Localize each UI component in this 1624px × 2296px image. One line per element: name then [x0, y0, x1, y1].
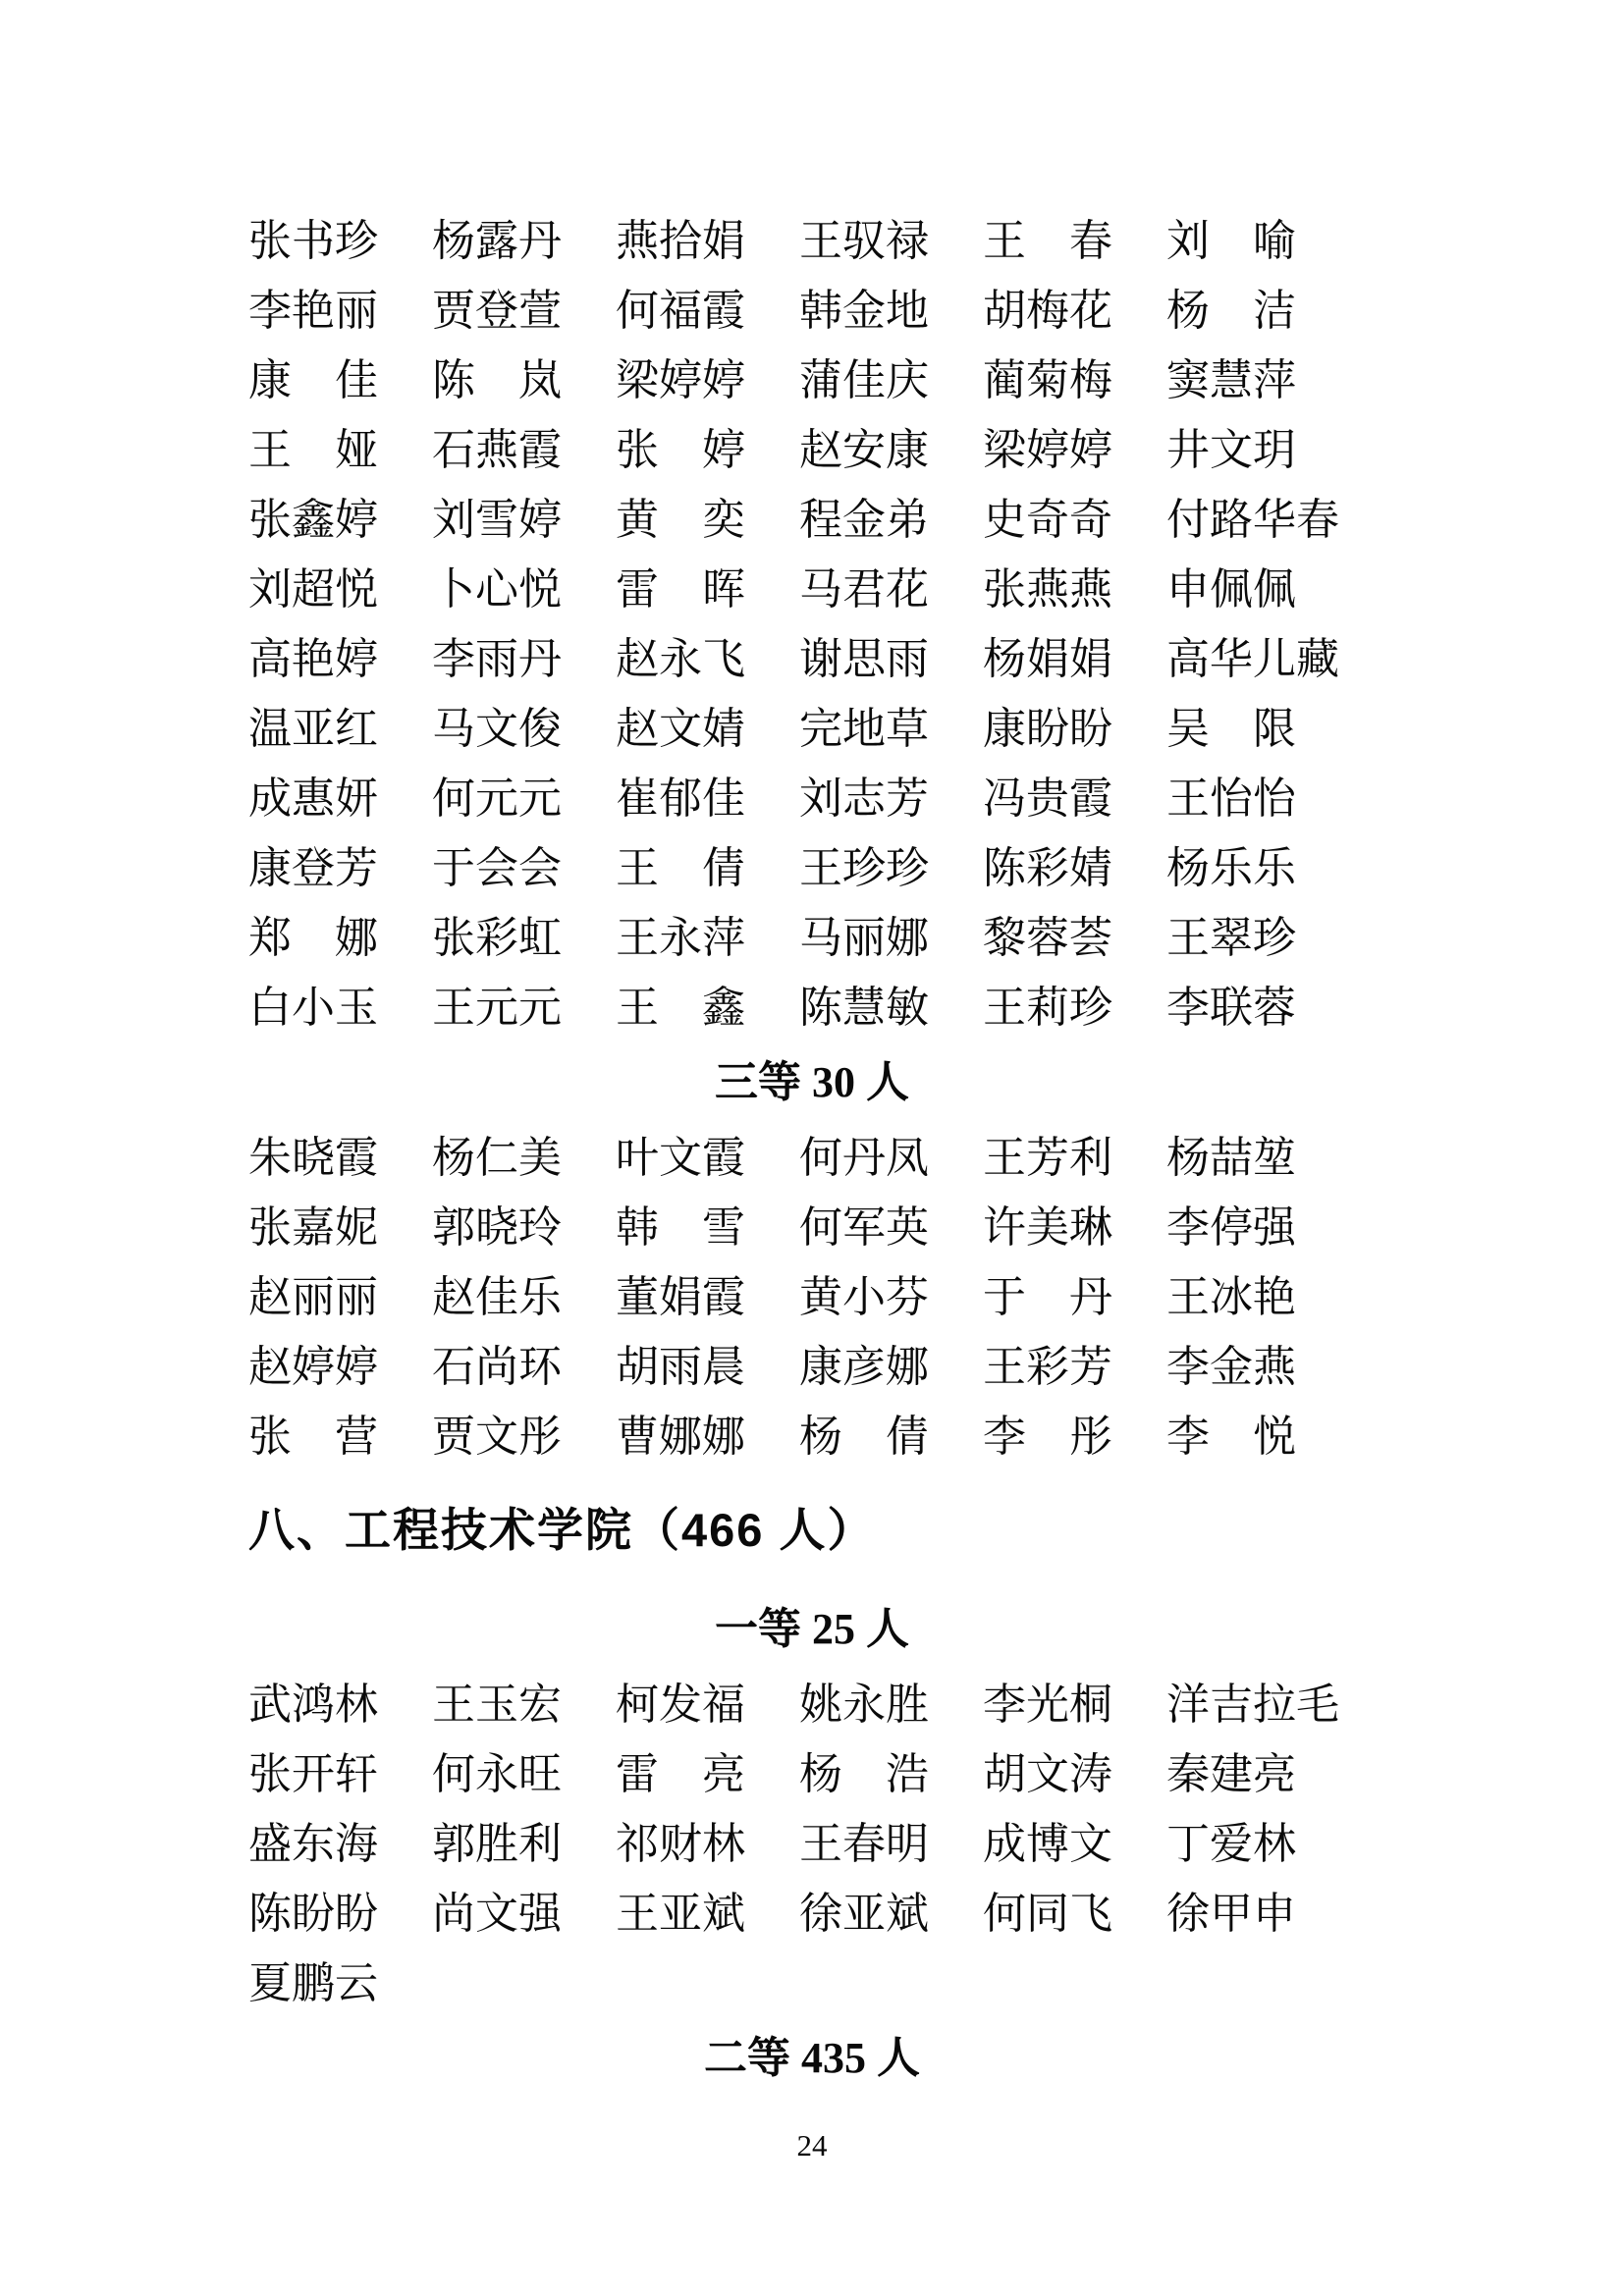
name-row: [0, 833, 1624, 903]
student-name: 王彩芳: [983, 1343, 1112, 1391]
student-name: 王 春: [983, 217, 1112, 265]
student-name: 何福霞: [616, 287, 745, 335]
name-row: [0, 206, 1624, 276]
student-name: 韩金地: [799, 287, 929, 335]
student-name: 丁爱林: [1166, 1820, 1296, 1868]
student-name: 卜心悦: [432, 565, 562, 614]
student-name: 张鑫婷: [248, 496, 378, 544]
student-name: 王莉珍: [983, 984, 1112, 1032]
student-name: 何同飞: [983, 1890, 1112, 1938]
name-row: [0, 1262, 1624, 1332]
student-name: 杨娟娟: [983, 635, 1112, 683]
student-name: 蒲佳庆: [799, 356, 929, 404]
student-name: 王春明: [799, 1820, 929, 1868]
student-name: 杨喆堃: [1166, 1134, 1296, 1182]
student-name: 祁财林: [616, 1820, 745, 1868]
student-name: 赵安康: [799, 426, 929, 474]
student-name: 柯发福: [616, 1681, 745, 1729]
student-name: 杨 浩: [799, 1750, 929, 1798]
student-name: 高华儿藏: [1166, 635, 1339, 683]
student-name: 杨露丹: [432, 217, 562, 265]
student-name: 姚永胜: [799, 1681, 929, 1729]
name-row: [0, 1949, 1624, 2018]
student-name: 张 营: [248, 1413, 378, 1461]
student-name: 王珍珍: [799, 844, 929, 892]
student-name: 张嘉妮: [248, 1203, 378, 1252]
student-name: 康 佳: [248, 356, 378, 404]
student-name: 石燕霞: [432, 426, 562, 474]
name-row: [0, 1332, 1624, 1402]
name-row: [0, 1739, 1624, 1809]
student-name: 于 丹: [983, 1273, 1112, 1321]
student-name: 何元元: [432, 774, 562, 823]
student-name: 刘雪婷: [432, 496, 562, 544]
student-name: 董娟霞: [616, 1273, 745, 1321]
student-name: 李 悦: [1166, 1413, 1296, 1461]
name-row: [0, 276, 1624, 346]
page-number: 24: [796, 2128, 828, 2163]
section-title: 八、工程技术学院（466 人）: [248, 1504, 876, 1556]
student-name: 徐甲申: [1166, 1890, 1296, 1938]
student-name: 张开轩: [248, 1750, 378, 1798]
student-name: 赵婷婷: [248, 1343, 378, 1391]
student-name: 燕拾娟: [616, 217, 745, 265]
student-name: 王玉宏: [432, 1681, 562, 1729]
student-name: 郭胜利: [432, 1820, 562, 1868]
name-row: [0, 1123, 1624, 1193]
student-name: 吴 限: [1166, 705, 1296, 753]
student-name: 贾文彤: [432, 1413, 562, 1461]
student-name: 张 婷: [616, 426, 745, 474]
student-name: 何丹凤: [799, 1134, 929, 1182]
student-name: 杨仁美: [432, 1134, 562, 1182]
student-name: 陈慧敏: [799, 984, 929, 1032]
student-name: 曹娜娜: [616, 1413, 745, 1461]
student-name: 陈彩婧: [983, 844, 1112, 892]
student-name: 赵丽丽: [248, 1273, 378, 1321]
student-name: 马文俊: [432, 705, 562, 753]
student-name: 白小玉: [248, 984, 378, 1032]
student-name: 高艳婷: [248, 635, 378, 683]
student-name: 许美琳: [983, 1203, 1112, 1252]
student-name: 崔郁佳: [616, 774, 745, 823]
student-name: 尚文强: [432, 1890, 562, 1938]
name-row: [0, 1879, 1624, 1949]
student-name: 王永萍: [616, 914, 745, 962]
student-name: 刘超悦: [248, 565, 378, 614]
student-name: 石尚环: [432, 1343, 562, 1391]
student-name: 王 鑫: [616, 984, 745, 1032]
student-name: 王怡怡: [1166, 774, 1296, 823]
student-name: 窦慧萍: [1166, 356, 1296, 404]
student-name: 于会会: [432, 844, 562, 892]
student-name: 贾登萱: [432, 287, 562, 335]
student-name: 黄小芬: [799, 1273, 929, 1321]
name-row: [0, 1193, 1624, 1262]
student-name: 赵佳乐: [432, 1273, 562, 1321]
student-name: 刘志芳: [799, 774, 929, 823]
student-name: 何军英: [799, 1203, 929, 1252]
student-name: 李光桐: [983, 1681, 1112, 1729]
student-name: 李 彤: [983, 1413, 1112, 1461]
student-name: 武鸿林: [248, 1681, 378, 1729]
student-name: 王 倩: [616, 844, 745, 892]
student-name: 康盼盼: [983, 705, 1112, 753]
student-name: 程金弟: [799, 496, 929, 544]
student-name: 李联蓉: [1166, 984, 1296, 1032]
student-name: 王元元: [432, 984, 562, 1032]
student-name: 杨乐乐: [1166, 844, 1296, 892]
student-name: 李停强: [1166, 1203, 1296, 1252]
name-row: [0, 624, 1624, 694]
second-class-names-continued: [0, 206, 1624, 1042]
student-name: 王冰艳: [1166, 1273, 1296, 1321]
student-name: 王芳利: [983, 1134, 1112, 1182]
student-name: 胡雨晨: [616, 1343, 745, 1391]
name-row: [0, 346, 1624, 415]
student-name: 蔺菊梅: [983, 356, 1112, 404]
student-name: 梁婷婷: [616, 356, 745, 404]
student-name: 郑 娜: [248, 914, 378, 962]
name-row: [0, 973, 1624, 1042]
student-name: 刘 喻: [1166, 217, 1296, 265]
student-name: 杨 洁: [1166, 287, 1296, 335]
student-name: 申佩佩: [1166, 565, 1296, 614]
student-name: 徐亚斌: [799, 1890, 929, 1938]
student-name: 李金燕: [1166, 1343, 1296, 1391]
student-name: 王翠珍: [1166, 914, 1296, 962]
name-row: [0, 694, 1624, 764]
student-name: 秦建亮: [1166, 1750, 1296, 1798]
student-name: 胡文涛: [983, 1750, 1112, 1798]
student-name: 何永旺: [432, 1750, 562, 1798]
student-name: 马君花: [799, 565, 929, 614]
student-name: 雷 晖: [616, 565, 745, 614]
student-name: 梁婷婷: [983, 426, 1112, 474]
student-name: 赵文婧: [616, 705, 745, 753]
student-name: 张燕燕: [983, 565, 1112, 614]
student-name: 张彩虹: [432, 914, 562, 962]
student-name: 洋吉拉毛: [1166, 1681, 1339, 1729]
student-name: 王驭禄: [799, 217, 929, 265]
name-row: [0, 555, 1624, 624]
student-name: 谢思雨: [799, 635, 929, 683]
student-name: 李雨丹: [432, 635, 562, 683]
name-row: [0, 1402, 1624, 1471]
student-name: 温亚红: [248, 705, 378, 753]
student-name: 黄 奕: [616, 496, 745, 544]
student-name: 朱晓霞: [248, 1134, 378, 1182]
grade-heading: 三等 30 人: [715, 1058, 909, 1106]
student-name: 陈盼盼: [248, 1890, 378, 1938]
name-row: [0, 903, 1624, 973]
student-name: 夏鹏云: [248, 1959, 378, 2007]
grade-heading: 二等 435 人: [704, 2034, 920, 2082]
student-name: 冯贵霞: [983, 774, 1112, 823]
student-name: 杨 倩: [799, 1413, 929, 1461]
student-name: 马丽娜: [799, 914, 929, 962]
student-name: 康登芳: [248, 844, 378, 892]
name-row: [0, 764, 1624, 833]
grade-heading: 一等 25 人: [715, 1605, 909, 1653]
student-name: 史奇奇: [983, 496, 1112, 544]
name-row: [0, 1670, 1624, 1739]
student-name: 王 娅: [248, 426, 378, 474]
student-name: 王亚斌: [616, 1890, 745, 1938]
student-name: 井文玥: [1166, 426, 1296, 474]
student-name: 赵永飞: [616, 635, 745, 683]
student-name: 陈 岚: [432, 356, 562, 404]
page-content: [0, 206, 1624, 2099]
student-name: 盛东海: [248, 1820, 378, 1868]
student-name: 康彦娜: [799, 1343, 929, 1391]
name-row: [0, 415, 1624, 485]
student-name: 李艳丽: [248, 287, 378, 335]
student-name: 付路华春: [1166, 496, 1339, 544]
student-name: 张书珍: [248, 217, 378, 265]
student-name: 叶文霞: [616, 1134, 745, 1182]
student-name: 郭晓玲: [432, 1203, 562, 1252]
student-name: 雷 亮: [616, 1750, 745, 1798]
name-row: [0, 1809, 1624, 1879]
first-class-names: [0, 1670, 1624, 2018]
student-name: 胡梅花: [983, 287, 1112, 335]
student-name: 成惠妍: [248, 774, 378, 823]
student-name: 韩 雪: [616, 1203, 745, 1252]
name-row: [0, 485, 1624, 555]
third-class-names: [0, 1123, 1624, 1471]
student-name: 黎蓉荟: [983, 914, 1112, 962]
student-name: 完地草: [799, 705, 929, 753]
student-name: 成博文: [983, 1820, 1112, 1868]
